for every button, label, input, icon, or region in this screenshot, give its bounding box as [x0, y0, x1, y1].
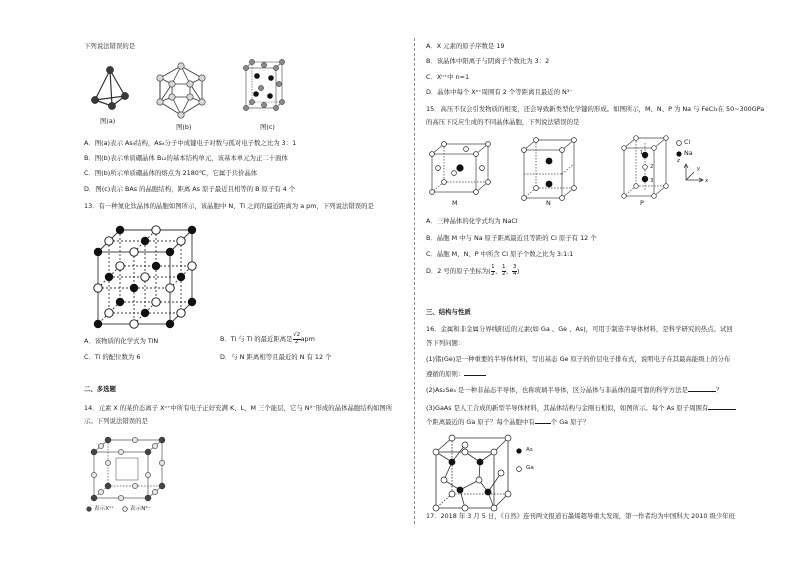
q15-d-f1-den: 2 — [491, 270, 495, 277]
legend-cl-marker — [676, 140, 682, 146]
p-mark-2: 2 — [650, 164, 654, 170]
q15-d-f1-num: 1 — [491, 264, 495, 270]
q15-d-suffix: ) — [516, 267, 520, 275]
cell-n-label: N — [546, 199, 551, 207]
q13-fraction-numerator: √2 — [293, 332, 301, 338]
q16-stem-line2: 答下列问题： — [426, 339, 465, 347]
q12-option-a: A．图(a)表示 As₄结构，As₄分子中成键电子对数与孤对电子数之比为 3：1 — [84, 139, 297, 147]
q13-option-b-suffix: apm — [300, 335, 315, 343]
q15-d-f2-num: 1 — [502, 264, 506, 270]
q16-part1-text: 遵循的原则： — [426, 370, 465, 378]
q16-part2-text: (2)As₂Se₃ 是一种非晶态半导体，也称玻璃半导体，区分晶体与非晶体的最可靠的科学方法是 — [426, 386, 688, 394]
q14-unit-cell — [86, 434, 166, 504]
section-3-heading: 三、结构与性质 — [426, 308, 471, 316]
q13-option-c: C．Ti 的配位数为 6 — [84, 353, 141, 361]
legend-anion-marker — [122, 506, 128, 512]
q15-d-fraction-1 — [491, 265, 496, 277]
q16-part3-line2 — [426, 418, 589, 427]
q14-option-c: C．Xⁿ⁺中 n=1 — [426, 73, 470, 81]
q15-d-f3-num: 3 — [512, 264, 517, 270]
q16-part2-answer-blank[interactable] — [688, 386, 716, 392]
legend-cation-label: 表示Xⁿ⁺ — [94, 506, 115, 512]
q15-d-prefix: D．2 号的原子坐标为( — [426, 267, 491, 275]
q15-option-d: D．2 号的原子坐标为( $\frac{1}{2}$ ， $\frac{1}{2}$ ， $\frac{3}{4}$ ) — [426, 264, 520, 277]
q15-option-a: A．三种晶体的化学式均为 NaCl — [426, 217, 518, 225]
q16-part3-line1 — [426, 404, 736, 413]
axis-x-label: x — [705, 178, 709, 184]
q16-part3-text: (3)GaAs 是人工合成的新型半导体材料，其晶体结构与金刚石相似，如图所示。每个 As 原子周围有 — [426, 404, 709, 412]
legend-cation-marker — [86, 506, 92, 512]
figure-b-b12-icosahedron — [152, 62, 210, 120]
figure-c-bas-unit-cell — [240, 58, 286, 120]
axis-z-label: z — [677, 158, 680, 164]
figure-c-label: 图(c) — [260, 123, 275, 131]
figure-a-as4-tetrahedron — [90, 66, 130, 112]
cell-m-label: M — [452, 199, 458, 207]
q12-intro: 下列说法错误的是 — [84, 42, 136, 50]
q13-option-b-prefix: B．Ti 与 Ti 的最近距离是 — [220, 335, 293, 343]
q14-option-b: B．该晶体中阳离子与阴离子个数比为 3：2 — [426, 57, 550, 65]
q12-option-d: D．图(c)表示 BAs 的晶胞结构，距离 As 原子最近且相等的 B 原子有 4 个 — [84, 185, 296, 193]
q15-option-c: C．晶胞 M、N、P 中所含 Cl 原子个数之比为 3:1:1 — [426, 250, 574, 258]
legend-ga-label: Ga — [526, 465, 534, 471]
q16-stem-line1: 16．金属和非金属分界线附近的元素(如 Ga 、Ge 、As)，可用于制造半导体材料，是科学研究的热点。试回 — [426, 325, 733, 333]
q15-stem-line1: 15．高压不仅会引发物质的相变，还会导致新类型化学键的形成。如图所示，M、N、P 为 Na 与 FeCl₃在 50~300GPa — [426, 105, 765, 113]
q14-stem-line2: 示。下列说法错误的是 — [84, 417, 148, 425]
q16-part3-text-2: 个距离最近的 Ga 原子？每个晶胞中有 — [426, 418, 535, 426]
q16-part2-mark: ？ — [715, 386, 723, 394]
axis-y-label: y — [697, 166, 701, 172]
q16-part3-answer-blank-1[interactable] — [708, 404, 736, 410]
legend-as-marker — [516, 448, 522, 454]
legend-anion-label: 表示N³⁻ — [130, 506, 151, 512]
q14-option-a: A．X 元素的原子序数是 19 — [426, 42, 505, 50]
q17-stem: 17．2018 年 3 月 5 日，《自然》连刊两文报道石墨烯超导重大发现，第一作者均为中国科大 2010 级少年班 — [426, 512, 736, 520]
q16-part3-text-3: 个 Ga 原子？ — [550, 418, 590, 426]
column-divider — [414, 38, 415, 524]
cell-m-diagram — [428, 140, 492, 196]
q16-part1-line1: (1)锗(Ge)是一种重要的半导体材料，写出基态 Ge 原子的价层电子排布式，说明电子在其最高能级上的分布 — [426, 355, 731, 363]
q16-part2 — [426, 386, 722, 395]
q12-option-c: C．图(b)所示单质硼晶体的熔点为 2180℃，它属于共价晶体 — [84, 169, 258, 177]
legend-as-label: As — [526, 447, 533, 453]
q15-option-b: B．晶胞 M 中与 Na 原子距离最近且等距的 Cl 原子有 12 个 — [426, 234, 597, 242]
q16-part1-line2 — [426, 370, 486, 379]
cell-p-diagram — [620, 134, 670, 200]
q16-part1-answer-blank[interactable] — [464, 370, 486, 376]
q15-d-f3-den: 4 — [512, 270, 517, 277]
q13-stem: 13．有一种氮化钛晶体的晶胞如图所示，该晶胞中 N、Ti 之间的最近距离为 a pm，下列说法错误的是 — [84, 202, 374, 210]
q13-fraction-denominator: 2 — [294, 338, 299, 345]
q15-stem-line2: 的高压下反应生成的不同晶体晶胞，下列说法错误的是 — [426, 118, 580, 126]
gaas-unit-cell — [430, 434, 514, 512]
q14-stem-line1: 14．元素 X 的某价态离子 Xⁿ⁺中所有电子正好充满 K、L、M 三个能层，它与 N³⁻形成的晶体晶胞结构如图所 — [84, 404, 393, 412]
q13-option-b — [220, 333, 315, 345]
legend-ga-marker — [516, 466, 522, 472]
q13-tin-unit-cell — [88, 222, 198, 330]
p-mark-1: 1 — [640, 150, 644, 156]
axes-diagram — [678, 162, 708, 190]
figure-a-label: 图(a) — [100, 117, 116, 125]
q13-option-a: A．该物质的化学式为 TiN — [84, 337, 159, 345]
q14-option-d: D．晶体中每个 Xⁿ⁺周围有 2 个等距离且最近的 N³⁻ — [426, 88, 573, 96]
q15-d-f2-den: 2 — [502, 270, 506, 277]
q13-option-d: D．与 N 距离相等且最近的 N 有 12 个 — [220, 353, 332, 361]
figure-b-label: 图(b) — [176, 123, 192, 131]
q13-option-b-fraction — [293, 333, 301, 345]
cell-n-diagram — [520, 136, 580, 202]
q16-part3-answer-blank-2[interactable] — [535, 418, 551, 424]
legend-cl-label: Cl — [684, 138, 691, 146]
q12-option-b: B．图(b)表示单质硼晶体 B₁₂的基本结构单元，该基本单元为正二十面体 — [84, 154, 288, 162]
section-2-heading: 二、多选题 — [84, 385, 116, 393]
legend-na-marker — [676, 151, 682, 157]
p-mark-3: 3 — [650, 178, 654, 184]
cell-p-label: P — [640, 199, 644, 207]
q15-d-fraction-2 — [502, 265, 507, 277]
legend-na-label: Na — [684, 149, 693, 157]
